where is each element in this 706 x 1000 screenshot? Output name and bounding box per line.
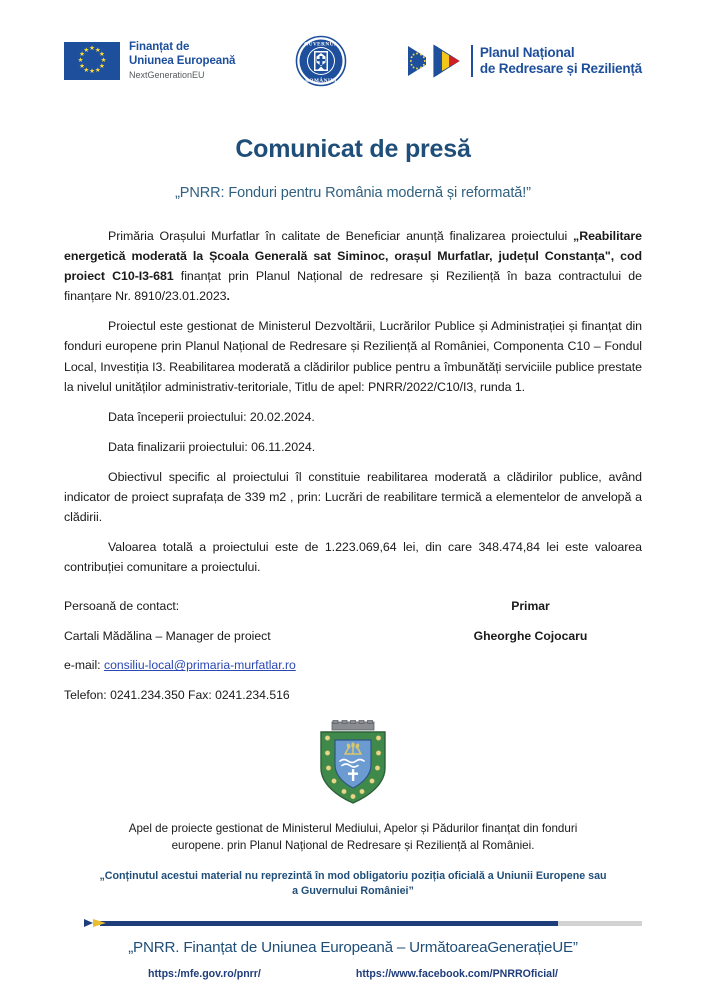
page-title: Comunicat de presă [235, 135, 471, 163]
paragraph-management: Proiectul este gestionat de Ministerul Dezvoltării, Lucrărilor Publice și Administrației și finanțat din fonduri europene prin Planul Național de Redresare și Reziliență al României, Componenta C10 – Fondul Local, Investiția I3. Reabilitarea moderată a clădirilor publice pentru a îmbunătăți serviciile publice prestate la nivelul unităților administrativ-teritoriale, Titlu de apel: PNRR/2022/C10/I3, runda 1. [64, 319, 642, 394]
footer-note-line1: Apel de proiecte gestionat de Ministerul Mediului, Apelor și Pădurilor finanțat din fonduri [128, 822, 578, 836]
page-subtitle: „PNRR: Fonduri pentru România modernă și reformată!” [175, 185, 531, 201]
footer-note [64, 820, 642, 855]
eu-star: ★ [89, 68, 95, 76]
eu-logo-line2: Uniunea Europeană [129, 54, 236, 67]
mayor-name: Gheorghe Cojocaru [473, 628, 588, 643]
contact-row-1 [64, 600, 642, 613]
contact-row-4 [64, 689, 642, 702]
eu-star: ★ [79, 62, 85, 70]
eu-star: ★ [99, 62, 105, 70]
contact-row-2 [64, 630, 642, 643]
header-logo-strip [64, 0, 642, 89]
eu-logo-line1: Finanțat de [129, 41, 190, 54]
eu-logo-line3: NextGenerationEU [129, 70, 205, 80]
footer-disclaimer [64, 869, 642, 900]
gov-seal-bottom-text: ROMÂNIEI [304, 78, 337, 85]
pnrr-logo-line1: Planul Național [479, 44, 575, 60]
eu-star: ★ [83, 46, 90, 54]
divider-chevron-yellow [93, 919, 106, 927]
pnrr-logo-text [471, 45, 642, 77]
paragraph-objective: Obiectivul specific al proiectului îl constituie reabilitarea moderată a clădirilor publice, având indicator de proiect suprafața de 339 m2 , prin: Lucrări de reabilitare termică a elementelor de anvelopă a clădirii. [64, 469, 642, 525]
contact-phone: Telefon: 0241.234.350 Fax: 0241.234.516 [64, 687, 290, 702]
contact-section [64, 600, 642, 702]
footer-slogan: „PNRR. Finanțat de Uniunea Europeană – UrmătoareaGenerațieUE” [128, 938, 578, 956]
p1-text-a: Primăria Orașului Murfatlar în calitate de Beneficiar anunță finalizarea proiectului [108, 229, 574, 243]
contact-row-3 [64, 659, 642, 672]
eu-star: ★ [94, 66, 101, 74]
murfatlar-coat-of-arms-icon [315, 720, 391, 806]
p1-text-c: finanțat prin Planul Național de redresare și Reziliență în baza contractului de finanțare Nr. 8910/23.01.2023 [64, 269, 642, 304]
paragraph-end-date: Data finalizarii proiectului: 06.11.2024. [108, 439, 316, 454]
footer-url-facebook[interactable]: https://www.facebook.com/PNRROficial/ [355, 967, 558, 980]
gov-seal-top-text: GUVERNUL [303, 41, 338, 48]
footer-divider [64, 919, 642, 928]
divider-bar-navy [100, 921, 558, 926]
eu-flag-icon [64, 42, 120, 80]
email-link[interactable]: consiliu-local@primaria-murfatlar.ro [103, 658, 296, 673]
contact-person: Cartali Mădălina – Manager de proiect [64, 628, 271, 643]
eu-star: ★ [89, 45, 95, 53]
paragraph-value: Valoarea totală a proiectului este de 1.223.069,64 lei, din care 348.474,84 lei este valoarea contribuției comunitare a proiectului. [64, 540, 642, 575]
coat-of-arms-wrap [64, 720, 642, 806]
footer-disclaimer-line1: „Conținutul acestui material nu reprezintă în mod obligatoriu poziția oficială a Uniunii Europene sau [99, 869, 607, 882]
pnrr-logo-line2: de Redresare și Reziliență [479, 61, 642, 76]
paragraph-project-announcement [64, 226, 642, 306]
footer-disclaimer-line2: a Guvernului României” [292, 885, 414, 898]
eu-star: ★ [83, 66, 90, 74]
contact-label: Persoană de contact: [64, 599, 180, 614]
pnrr-logo [406, 43, 642, 79]
footer-note-line2: europene. prin Planul Național de Redresare și Reziliență al României. [171, 839, 535, 853]
eu-funding-logo [64, 41, 235, 80]
pnrr-arrows-icon [406, 43, 464, 79]
mayor-title: Primar [511, 599, 550, 614]
p1-project-name-bold: „Reabilitare energetică moderată la Școala Generală sat Siminoc, orașul Murfatlar, județul Constanța", cod proiect C10-I3-681 [64, 229, 642, 284]
p1-text-d: . [226, 289, 230, 304]
eu-logo-text [129, 41, 235, 80]
email-label: e-mail: [64, 658, 104, 673]
eu-star: ★ [94, 46, 101, 54]
document-body [64, 226, 642, 577]
eu-star: ★ [100, 56, 107, 64]
eu-star: ★ [79, 50, 85, 58]
eu-star: ★ [77, 56, 84, 64]
footer-url-mfe[interactable]: https:/mfe.gov.ro/pnrr/ [148, 967, 261, 980]
paragraph-start-date: Data începerii proiectului: 20.02.2024. [108, 409, 315, 424]
romanian-government-seal-icon [295, 35, 347, 87]
footer-urls [64, 968, 642, 980]
divider-chevron-blue [84, 919, 93, 927]
eu-star: ★ [99, 50, 105, 58]
